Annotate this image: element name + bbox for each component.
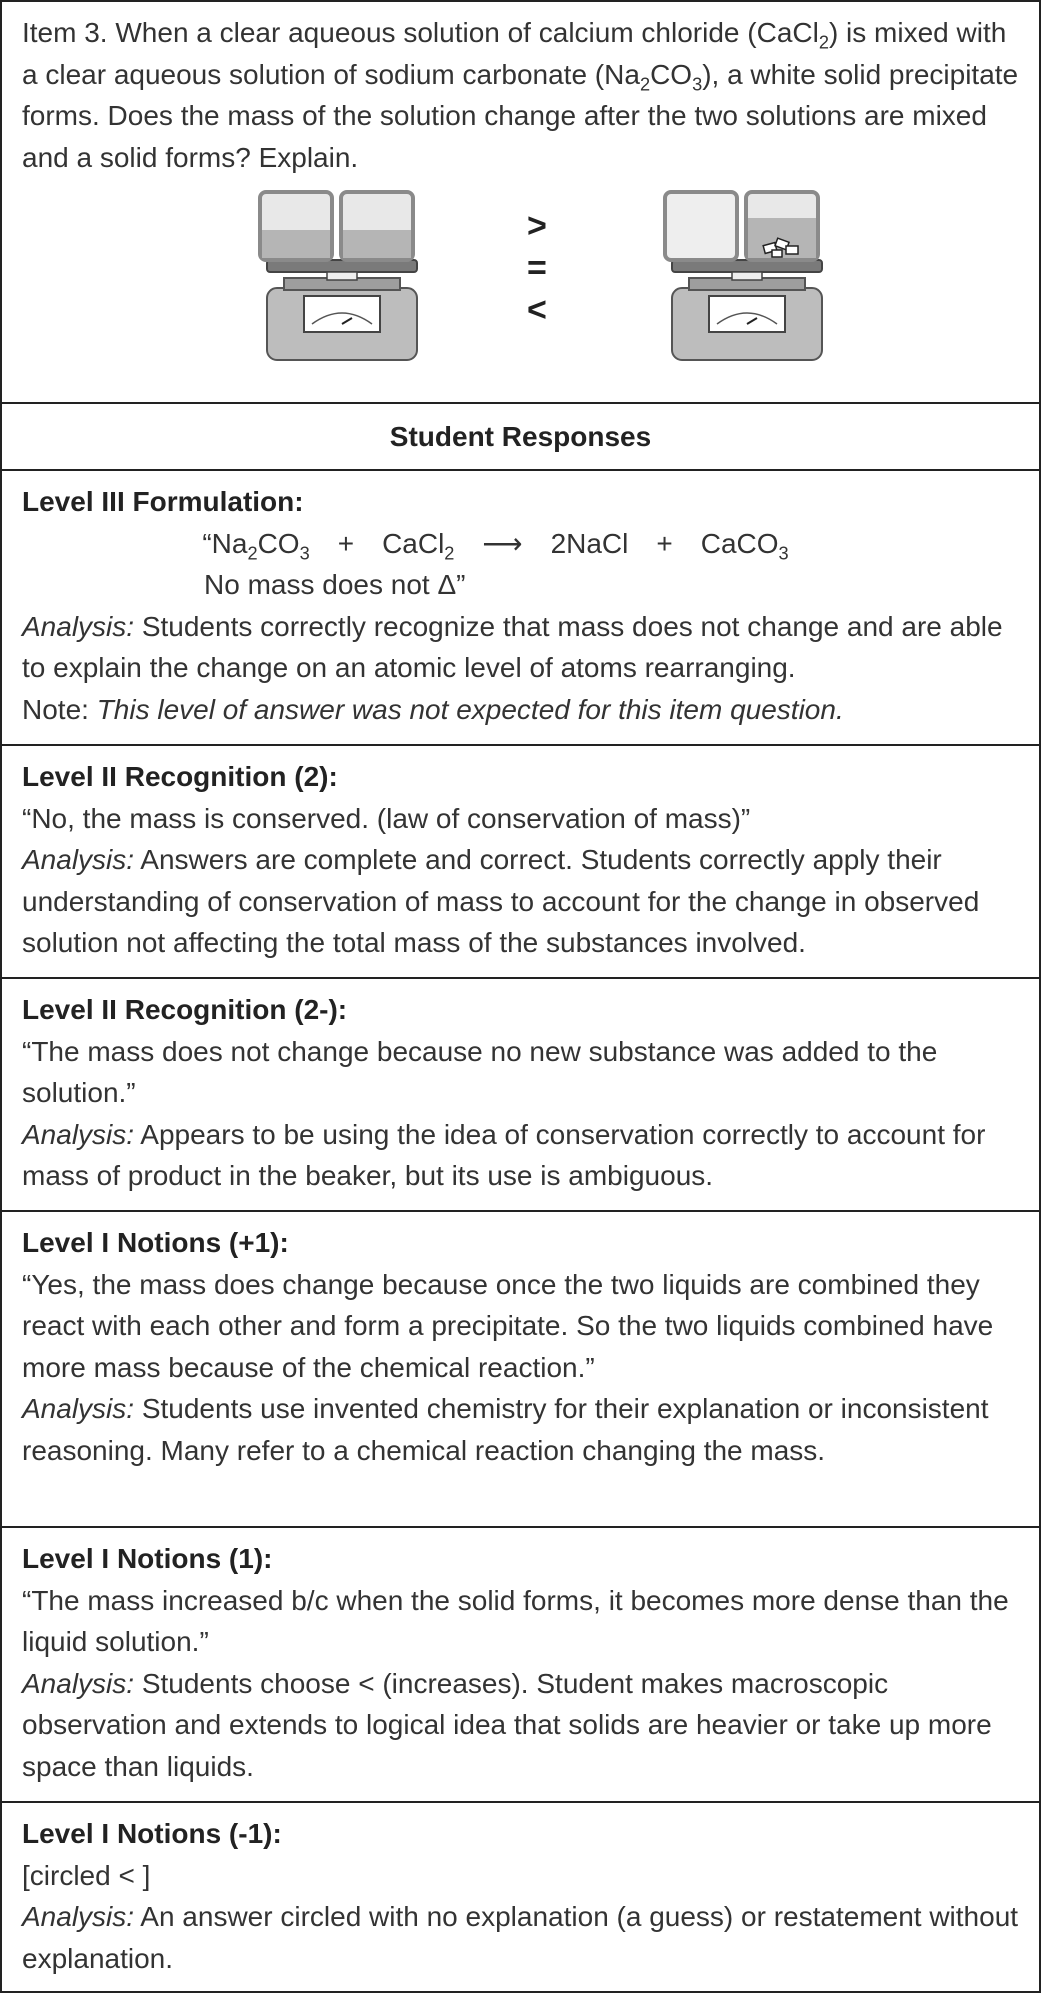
item-question-cell — [2, 2, 1039, 404]
analysis-text: Analysis: An answer circled with no explanation (a guess) or restatement without explanation. — [22, 1901, 1019, 1974]
student-responses-header: Student Responses — [2, 404, 1039, 471]
level-i-plus1-cell — [2, 1212, 1039, 1528]
quote-text: “The mass increased b/c when the solid forms, it becomes more dense than the liquid solution.” — [22, 1584, 1009, 1657]
quote-line: No mass does not Δ” — [204, 569, 466, 600]
chemical-equation: “$Na_2CO_3$ + CaCl$_2$ ⟶ 2NaCl + CaCO$_3$ — [202, 527, 789, 563]
analysis-text: Analysis: Appears to be using the idea of conservation correctly to account for mass of product in the beaker, but its use is ambiguous. — [22, 1118, 986, 1191]
balance-figure — [22, 178, 1019, 368]
level-i-1-cell — [2, 1528, 1039, 1803]
analysis-text: Analysis: Students use invented chemistry for their explanation or inconsistent reasoning. Many refer to a chemical reaction changing the mass. — [22, 1393, 989, 1466]
left-balance-icon — [260, 192, 417, 360]
level-title: Level III Formulation: — [22, 486, 304, 517]
quote-text: [circled < ] — [22, 1859, 151, 1891]
quote-text: “The mass does not change because no new substance was added to the solution.” — [22, 1035, 938, 1108]
greater-than-symbol: > — [527, 207, 547, 245]
quote-text: “No, the mass is conserved. (law of conservation of mass)” — [22, 802, 751, 834]
level-title: Level I Notions (+1): — [22, 1227, 289, 1258]
analysis-text: Analysis: Answers are complete and correct. Students correctly apply their understanding of conservation of mass to account for the change in observed solution not affecting the total mass of the substances involved. — [22, 844, 980, 958]
level-ii-2minus-cell — [2, 979, 1039, 1212]
level-title: Level II Recognition (2): — [22, 761, 338, 792]
level-title: Level I Notions (-1): — [22, 1818, 282, 1849]
level-iii-cell — [2, 471, 1039, 746]
level-title: Level II Recognition (2-): — [22, 994, 348, 1025]
right-balance-icon — [665, 192, 822, 360]
note-text: Note: This level of answer was not expected for this item question. — [22, 693, 844, 725]
item-question-text: Item 3. When a clear aqueous solution of calcium chloride (CaCl$_2$) is mixed with a clear aqueous solution of sodium carbonate $(Na_2CO_3)$, a white solid precipitate forms. Does the mass of the solution change after the two solutions are mixed and a solid forms? Explain. — [22, 17, 1019, 173]
level-title: Level I Notions (1): — [22, 1543, 273, 1574]
quote-text: “Yes, the mass does change because once the two liquids are combined they react with each other and form a precipitate. So the two liquids combined have more mass because of the chemical reaction.” — [22, 1268, 994, 1383]
level-i-minus1-cell — [2, 1803, 1039, 1991]
less-than-symbol: < — [527, 291, 547, 329]
level-ii-2-cell — [2, 746, 1039, 979]
equals-symbol: = — [527, 249, 547, 287]
analysis-text: Analysis: Students correctly recognize that mass does not change and are able to explain the change on an atomic level of atoms rearranging. — [22, 610, 1003, 683]
balance-illustration — [22, 178, 1022, 368]
analysis-text: Analysis: Students choose < (increases). Student makes macroscopic observation and extends to logical idea that solids are heavier or take up more space than liquids. — [22, 1667, 992, 1782]
